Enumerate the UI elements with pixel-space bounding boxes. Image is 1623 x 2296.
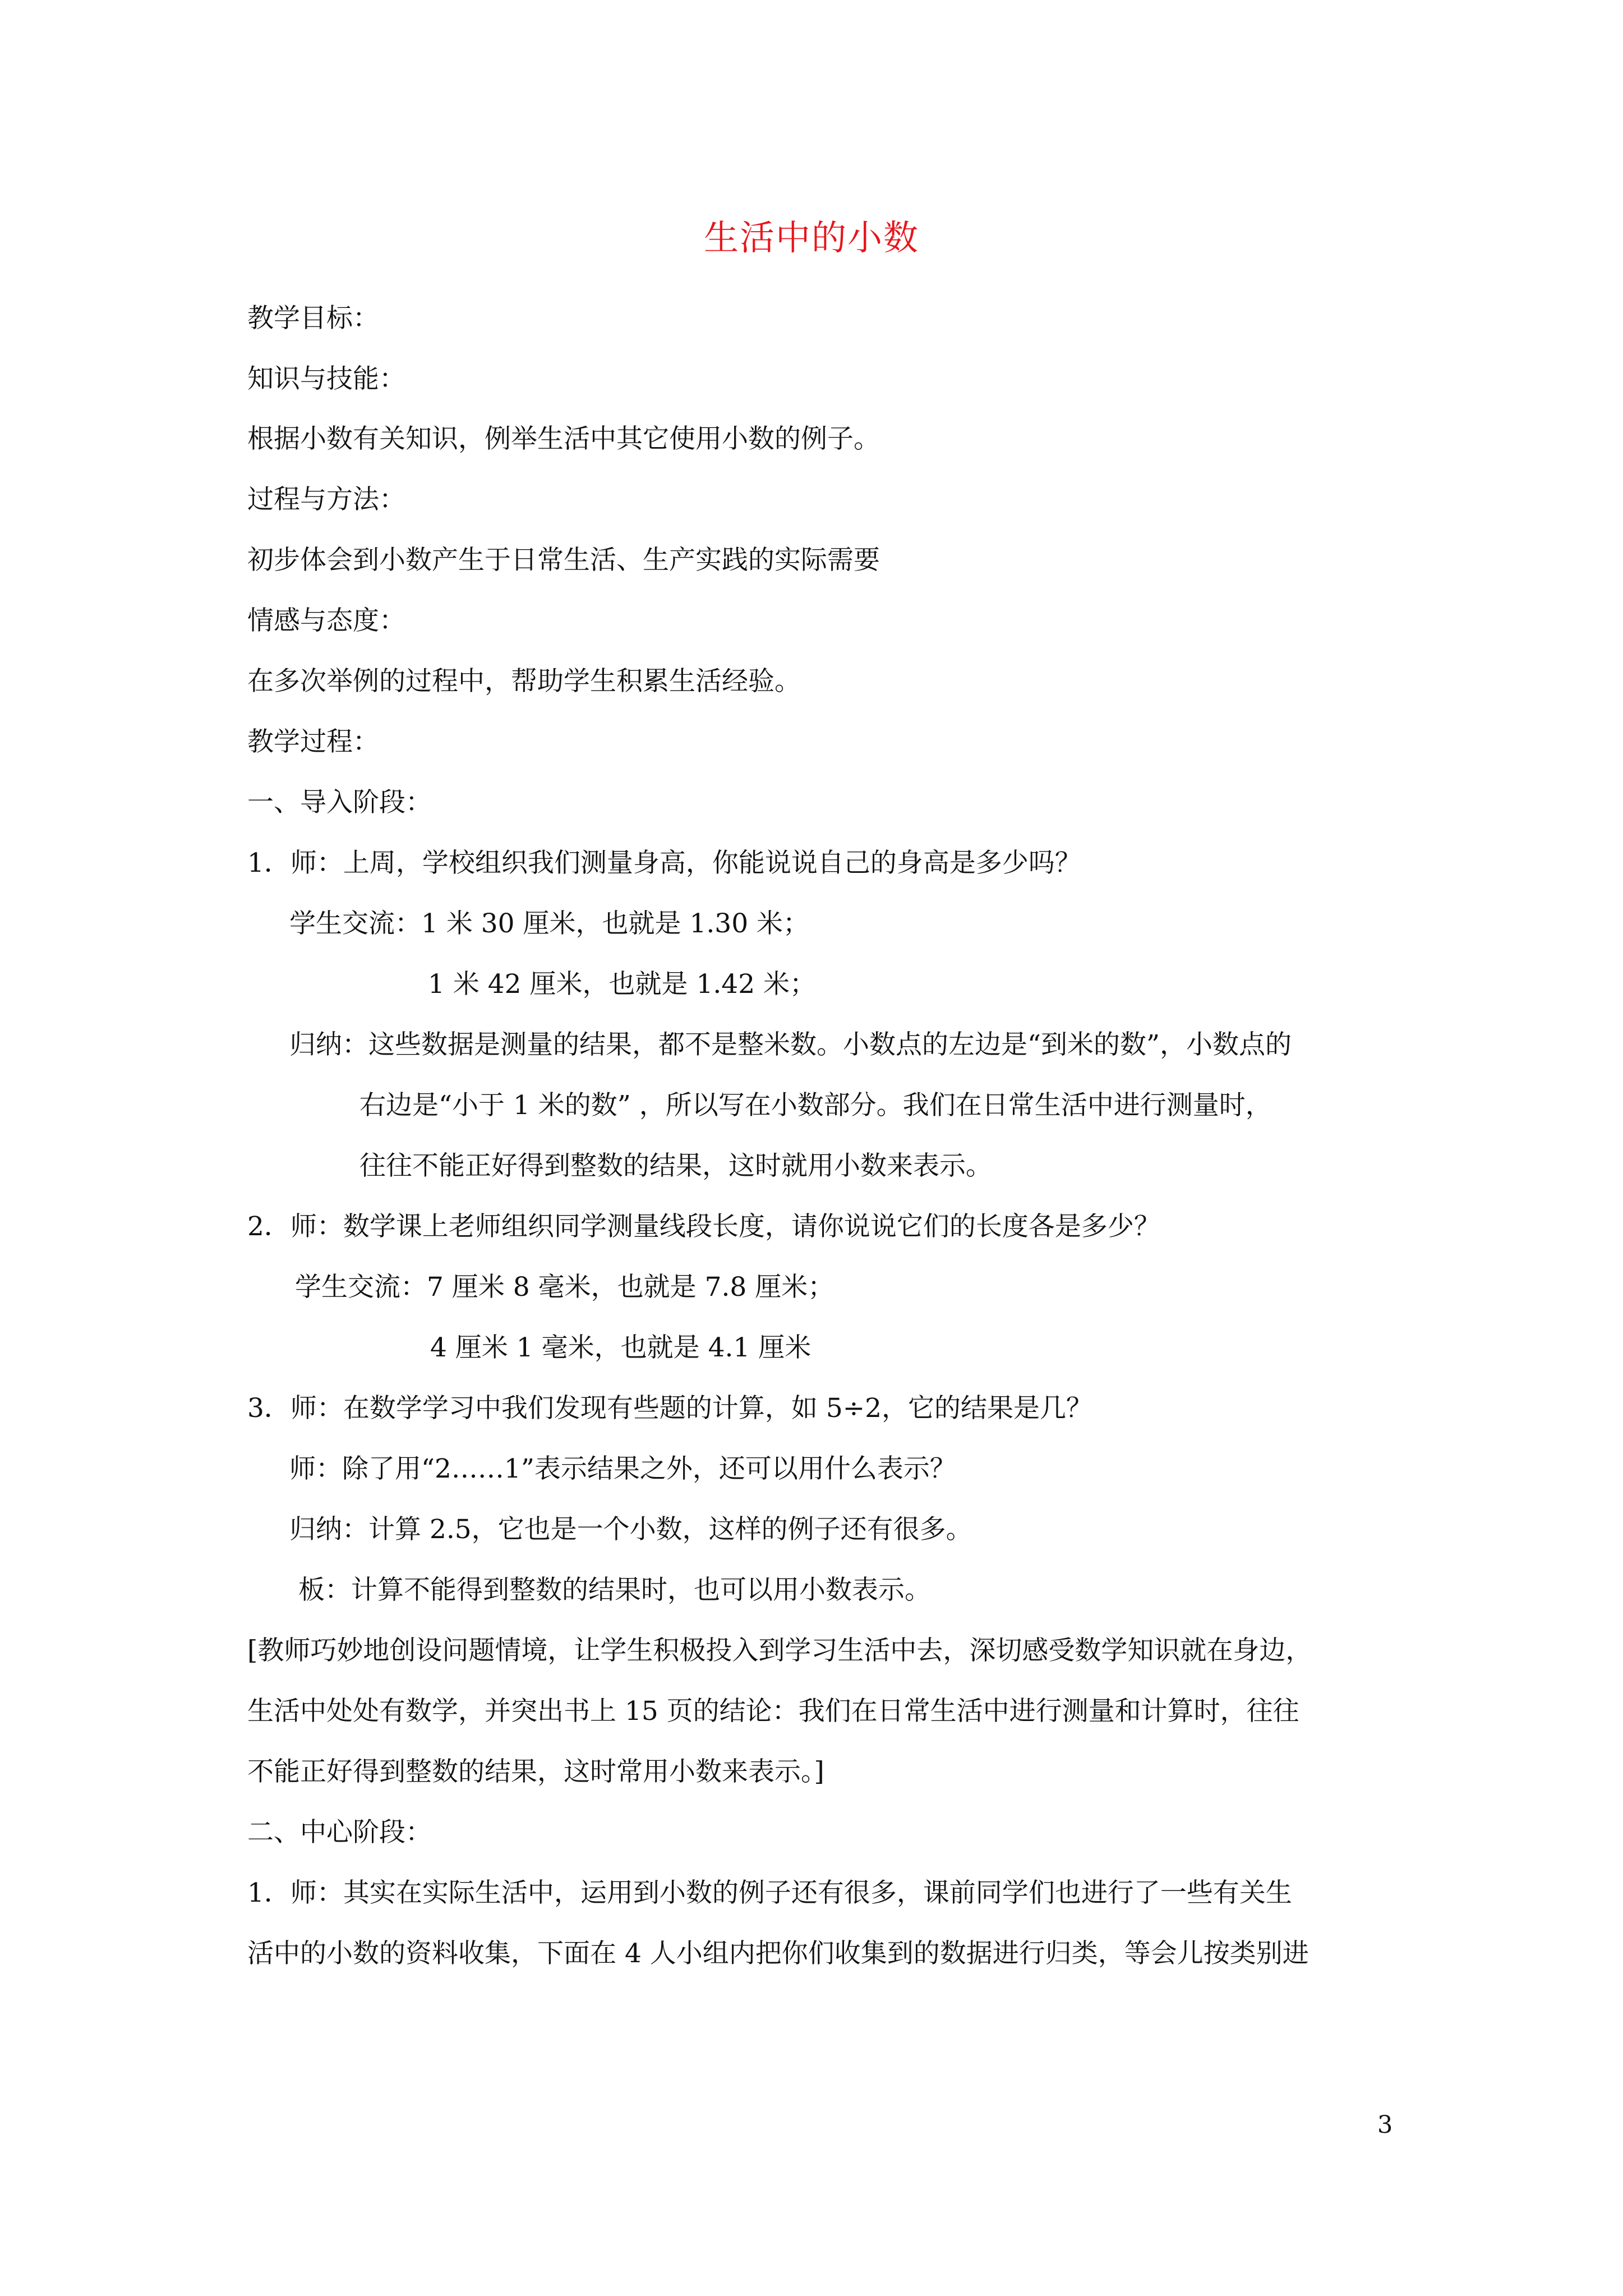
text-line: 不能正好得到整数的结果，这时常用小数来表示。] (247, 1756, 824, 1787)
text-line: 归纳：计算 2.5，它也是一个小数，这样的例子还有很多。 (289, 1514, 972, 1545)
text-line: 1．师：上周，学校组织我们测量身高，你能说说自己的身高是多少吗？ (247, 848, 1081, 878)
text-line: 情感与态度： (247, 605, 405, 636)
text-line: 4 厘米 1 毫米，也就是 4.1 厘米 (430, 1332, 811, 1363)
text-line: 归纳：这些数据是测量的结果，都不是整米数。小数点的左边是“到米的数”，小数点的 (289, 1029, 1292, 1060)
text-line: 1．师：其实在实际生活中，运用到小数的例子还有很多，课前同学们也进行了一些有关生 (247, 1878, 1292, 1908)
text-line: 二、中心阶段： (247, 1817, 432, 1848)
text-line: 师：除了用“2……1”表示结果之外，还可以用什么表示？ (289, 1453, 956, 1484)
text-line: 知识与技能： (247, 364, 405, 394)
text-line: 3．师：在数学学习中我们发现有些题的计算，如 5÷2，它的结果是几？ (247, 1393, 1093, 1424)
text-line: 过程与方法： (247, 484, 405, 515)
text-line: [教师巧妙地创设问题情境，让学生积极投入到学习生活中去，深切感受数学知识就在身边， (247, 1635, 1312, 1666)
page-number: 3 (1377, 2111, 1393, 2139)
text-line: 学生交流：1 米 30 厘米，也就是 1.30 米； (289, 908, 810, 939)
text-line: 板：计算不能得到整数的结果时，也可以用小数表示。 (298, 1575, 931, 1605)
text-line: 根据小数有关知识，例举生活中其它使用小数的例子。 (247, 424, 880, 454)
text-line: 初步体会到小数产生于日常生活、生产实践的实际需要 (247, 545, 880, 576)
text-line: 一、导入阶段： (247, 787, 432, 818)
document-title: 生活中的小数 (703, 217, 919, 258)
text-line: 活中的小数的资料收集，下面在 4 人小组内把你们收集到的数据进行归类，等会儿按类别进 (247, 1938, 1309, 1969)
text-line: 生活中处处有数学，并突出书上 15 页的结论：我们在日常生活中进行测量和计算时，往往 (247, 1696, 1299, 1727)
text-line: 学生交流：7 厘米 8 毫米，也就是 7.8 厘米； (295, 1272, 834, 1303)
text-line: 2．师：数学课上老师组织同学测量线段长度，请你说说它们的长度各是多少？ (247, 1211, 1160, 1242)
text-line: 往往不能正好得到整数的结果，这时就用小数来表示。 (359, 1151, 992, 1181)
text-line: 1 米 42 厘米，也就是 1.42 米； (428, 969, 817, 1000)
text-line: 右边是“小于 1 米的数” ，所以写在小数部分。我们在日常生活中进行测量时， (359, 1090, 1272, 1121)
text-line: 在多次举例的过程中，帮助学生积累生活经验。 (247, 666, 801, 697)
text-line: 教学目标： (247, 303, 379, 334)
text-line: 教学过程： (247, 726, 379, 757)
